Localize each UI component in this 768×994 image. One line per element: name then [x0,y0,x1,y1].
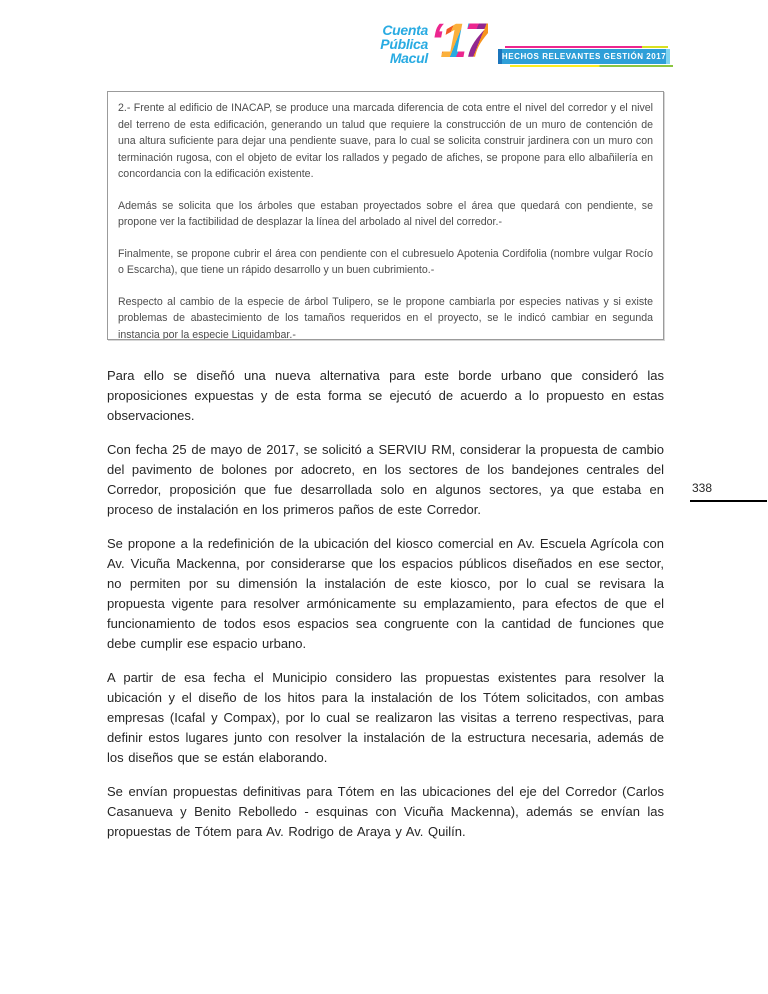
body-paragraph: Con fecha 25 de mayo de 2017, se solicitó a SERVIU RM, considerar la propuesta de cambio del pavimento de bolones por adocreto, en los sectores de los bandejones centrales del Corredor, proposición que fue desarrollada solo en algunos sectores, ya que estaba en proceso de instalación en los primeros paños de este Corredor. [107,442,664,517]
logo-wordmark-line3: Macul [389,50,428,66]
banner-title: HECHOS RELEVANTES GESTIÓN 2017 [502,49,666,64]
box-paragraph: Respecto al cambio de la especie de árbol Tulipero, se le propone cambiarla por especies nativas y si existe problemas de abastecimiento de los tamaños requeridos en el proyecto, se le indicó cambiar en segunda instancia por la especie Liquidambar.- [118,295,653,340]
banner-top-stripe [505,46,668,48]
page-number: 338 [692,481,713,495]
box-paragraph: Además se solicita que los árboles que estaban proyectados sobre el área que quedará con pendiente, se propone ver la factibilidad de desplazar la línea del arbolado al nivel del corredor.- [118,199,653,228]
page-number-block [690,479,767,502]
logo-year-17: ‘17 [430,15,488,68]
box-paragraph: Finalmente, se propone cubrir el área con pendiente con el cubresuelo Apotenia Cordifolia (nombre vulgar Rocío o Escarcha), que tiene un rápido desarrollo y un buen cubrimiento.- [118,247,653,276]
header-banner [498,49,670,64]
header-logo [352,16,670,66]
logo-wordmark [352,23,428,65]
body-paragraph: A partir de esa fecha el Municipio considero las propuestas existentes para resolver la ubicación y el diseño de los hitos para la instalación de los Tótem solicitados, con ambas empresas (Icafal y Compax), por lo cual se realizaron las visitas a terreno respectivas, para definir estos lugares junto con resolver la instalación de la estructura necesaria, además de los diseños que se están elaborando. [107,670,664,765]
body-paragraph: Se propone a la redefinición de la ubicación del kiosco comercial en Av. Escuela Agrícola con Av. Vicuña Mackenna, por considerarse que los espacios públicos diseñados en ese sector, no permiten por su dimensión la instalación de este kiosco, por lo cual se revisara la propuesta vigente para resolver armónicamente su emplazamiento, para efectos de que el funcionamiento de todos esos espacios sea congruente con la cantidad de funciones que debe cumplir ese espacio urbano. [107,536,664,651]
observation-box [107,91,664,340]
body-paragraph: Se envían propuestas definitivas para Tótem en las ubicaciones del eje del Corredor (Carlos Casanueva y Benito Rebolledo - esquinas con Vicuña Mackenna), además se envían las propuestas de Tótem para Av. Rodrigo de Araya y Av. Quilín. [107,784,664,839]
box-paragraph: 2.- Frente al edificio de INACAP, se produce una marcada diferencia de cota entre el nivel del corredor y el nivel del terreno de esta edificación, generando un talud que requiere la construcción de un muro de contención de una altura suficiente para dejar una pendiente suave, para lo cual se solicita construir jardinera con un muro con terminación rugosa, con el objeto de evitar los rallados y pegado de afiches, se propone para ello albañilería en concordancia con la edificación existente. [118,102,653,180]
body-paragraph: Para ello se diseñó una nueva alternativa para este borde urbano que consideró las proposiciones expuestas y de esta forma se ejecutó de acuerdo a lo propuesto en estas observaciones. [107,368,664,423]
logo-wordmark-line1: Cuenta [382,22,428,38]
banner-right-cap [666,49,669,64]
logo-wordmark-line2: Pública [380,36,428,52]
body-text [107,366,664,856]
banner-bottom-stripe [510,65,673,67]
